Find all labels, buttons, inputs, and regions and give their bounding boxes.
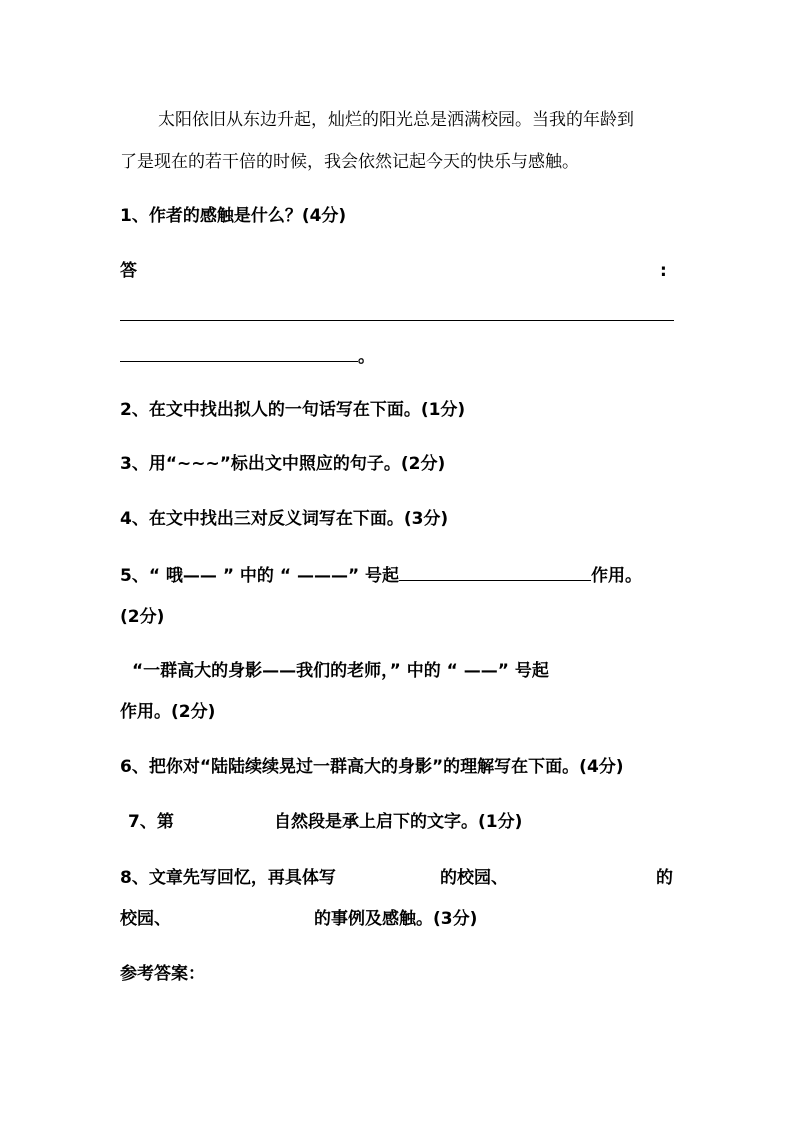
answer-line-1[interactable]	[120, 320, 674, 321]
passage-line-1: 太阳依旧从东边升起，灿烂的阳光总是洒满校园。当我的年龄到	[158, 110, 634, 130]
answer-line-2[interactable]	[120, 361, 358, 362]
question-5-line-1	[120, 562, 642, 588]
answer-end-mark: 。	[358, 347, 375, 367]
question-8-part4: 校园、	[120, 909, 171, 929]
question-8-part3: 的	[656, 868, 673, 888]
question-6: 6、把你对“陆陆续续晃过一群高大的身影”的理解写在下面。(4分)	[120, 757, 624, 777]
question-5-blank[interactable]	[399, 562, 591, 581]
question-5-line-3: “一群高大的身影——我们的老师，” 中的 “ ——” 号起	[132, 661, 549, 681]
question-5-part1: 5、“ 哦—— ” 中的 “ ———” 号起	[120, 566, 400, 586]
question-5-score: (2分)	[120, 607, 165, 627]
answer-colon: :	[660, 261, 667, 281]
question-4: 4、在文中找出三对反义词写在下面。(3分)	[120, 509, 449, 529]
question-8-part1: 8、文章先写回忆，再具体写	[120, 868, 336, 888]
passage-line-2: 了是现在的若干倍的时候，我会依然记起今天的快乐与感触。	[120, 152, 579, 172]
question-5-part2: 作用。	[591, 566, 643, 586]
question-7-part2: 自然段是承上启下的文字。(1分)	[274, 812, 523, 832]
question-3: 3、用“~~~”标出文中照应的句子。(2分)	[120, 454, 446, 474]
question-5-line-4: 作用。(2分)	[120, 702, 216, 722]
question-8-part2: 的校园、	[440, 868, 508, 888]
question-2: 2、在文中找出拟人的一句话写在下面。(1分)	[120, 400, 466, 420]
question-7-part1: 7、第	[128, 812, 174, 832]
answer-label: 答	[120, 261, 137, 281]
question-8-part5: 的事例及感触。(3分)	[314, 909, 478, 929]
answers-heading: 参考答案：	[120, 964, 205, 984]
question-1: 1、作者的感触是什么？(4分)	[120, 206, 347, 226]
